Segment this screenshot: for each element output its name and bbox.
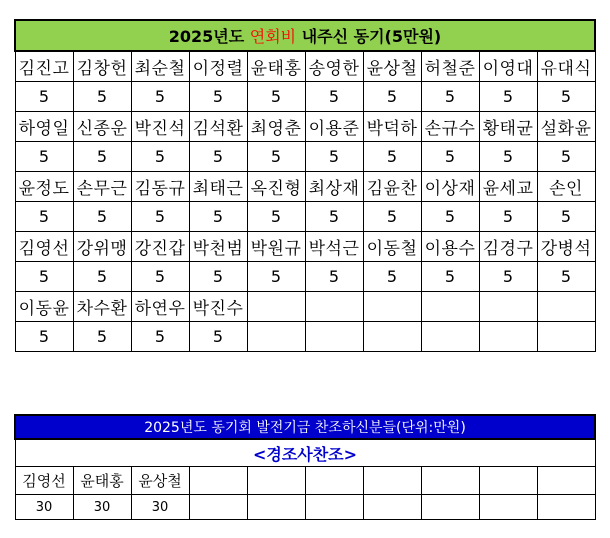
donation-amount-cell [537, 495, 595, 520]
amount-cell [305, 322, 363, 352]
amount-row [15, 82, 595, 112]
member-name-cell: 박천범 [189, 232, 247, 262]
member-name-cell: 옥진형 [247, 172, 305, 202]
title-highlight: 연회비 [249, 27, 297, 46]
amount-cell: 5 [537, 202, 595, 232]
member-name-cell: 박진석 [131, 112, 189, 142]
member-name-cell: 이용준 [305, 112, 363, 142]
donation-amount-cell [305, 495, 363, 520]
member-name-cell: 윤태홍 [247, 51, 305, 82]
donor-name-cell: 윤상철 [131, 467, 189, 495]
donation-table [14, 414, 596, 520]
member-name-cell: 차수환 [73, 292, 131, 322]
amount-cell: 5 [131, 262, 189, 292]
amount-row [15, 262, 595, 292]
donation-amount-cell: 30 [131, 495, 189, 520]
amount-cell: 5 [189, 202, 247, 232]
member-name-cell: 이용수 [421, 232, 479, 262]
member-name-cell [479, 292, 537, 322]
name-row [15, 232, 595, 262]
amount-cell: 5 [247, 142, 305, 172]
amount-cell [537, 322, 595, 352]
donation-amount-cell [421, 495, 479, 520]
amount-cell: 5 [73, 322, 131, 352]
member-name-cell: 김진고 [15, 51, 73, 82]
donor-name-cell [189, 467, 247, 495]
amount-cell: 5 [73, 142, 131, 172]
name-row [15, 467, 595, 495]
donation-amount-cell [247, 495, 305, 520]
member-name-cell: 김윤찬 [363, 172, 421, 202]
amount-cell: 5 [15, 262, 73, 292]
member-name-cell: 이영대 [479, 51, 537, 82]
donation-amount-cell [189, 495, 247, 520]
donor-name-cell [305, 467, 363, 495]
amount-cell: 5 [247, 82, 305, 112]
member-name-cell: 박석근 [305, 232, 363, 262]
donor-name-cell [247, 467, 305, 495]
donation-title: 2025년도 동기회 발전기금 찬조하신분들(단위:만원) [15, 415, 595, 439]
member-name-cell [363, 292, 421, 322]
member-name-cell: 김경구 [479, 232, 537, 262]
member-name-cell: 최영춘 [247, 112, 305, 142]
amount-cell: 5 [363, 82, 421, 112]
member-name-cell: 강병석 [537, 232, 595, 262]
amount-cell: 5 [479, 262, 537, 292]
annual-fee-table [14, 19, 596, 352]
member-name-cell: 손규수 [421, 112, 479, 142]
member-name-cell: 신종운 [73, 112, 131, 142]
amount-cell: 5 [131, 202, 189, 232]
member-name-cell: 박진수 [189, 292, 247, 322]
donation-amount-cell: 30 [15, 495, 73, 520]
member-name-cell: 김영선 [15, 232, 73, 262]
member-name-cell: 박덕하 [363, 112, 421, 142]
member-name-cell: 설화윤 [537, 112, 595, 142]
amount-cell: 5 [421, 142, 479, 172]
member-name-cell: 김창헌 [73, 51, 131, 82]
donor-name-cell [363, 467, 421, 495]
donor-name-cell [537, 467, 595, 495]
donor-name-cell: 윤태홍 [73, 467, 131, 495]
member-name-cell: 이상재 [421, 172, 479, 202]
amount-cell: 5 [73, 202, 131, 232]
name-row [15, 51, 595, 82]
amount-cell: 5 [131, 142, 189, 172]
amount-cell: 5 [15, 202, 73, 232]
amount-cell: 5 [247, 262, 305, 292]
amount-cell: 5 [73, 82, 131, 112]
member-name-cell: 황태균 [479, 112, 537, 142]
amount-row [15, 142, 595, 172]
member-name-cell: 이동윤 [15, 292, 73, 322]
member-name-cell [421, 292, 479, 322]
amount-cell [247, 322, 305, 352]
member-name-cell: 강진갑 [131, 232, 189, 262]
amount-cell [363, 322, 421, 352]
amount-cell: 5 [305, 202, 363, 232]
amount-row [15, 495, 595, 520]
amount-cell: 5 [479, 202, 537, 232]
amount-cell [479, 322, 537, 352]
member-name-cell [247, 292, 305, 322]
amount-cell: 5 [363, 202, 421, 232]
donation-amount-cell: 30 [73, 495, 131, 520]
name-row [15, 292, 595, 322]
amount-cell: 5 [421, 202, 479, 232]
amount-cell: 5 [363, 142, 421, 172]
amount-cell: 5 [479, 82, 537, 112]
member-name-cell: 최태근 [189, 172, 247, 202]
name-row [15, 112, 595, 142]
donation-amount-cell [479, 495, 537, 520]
member-name-cell: 윤세교 [479, 172, 537, 202]
member-name-cell: 손무근 [73, 172, 131, 202]
member-name-cell: 윤정도 [15, 172, 73, 202]
donor-name-cell [479, 467, 537, 495]
member-name-cell: 하연우 [131, 292, 189, 322]
member-name-cell: 박원규 [247, 232, 305, 262]
member-name-cell: 손인 [537, 172, 595, 202]
member-name-cell: 강위맹 [73, 232, 131, 262]
amount-cell: 5 [189, 82, 247, 112]
amount-cell: 5 [305, 262, 363, 292]
member-name-cell [305, 292, 363, 322]
member-name-cell: 유대식 [537, 51, 595, 82]
member-name-cell [537, 292, 595, 322]
member-name-cell: 송영한 [305, 51, 363, 82]
amount-cell: 5 [73, 262, 131, 292]
amount-cell: 5 [189, 262, 247, 292]
amount-cell: 5 [305, 82, 363, 112]
amount-cell: 5 [421, 262, 479, 292]
donor-name-cell: 김영선 [15, 467, 73, 495]
member-name-cell: 이동철 [363, 232, 421, 262]
amount-cell [421, 322, 479, 352]
title-suffix: 내주신 동기(5만원) [296, 27, 442, 46]
donation-amount-cell [363, 495, 421, 520]
member-name-cell: 김석환 [189, 112, 247, 142]
amount-cell: 5 [537, 142, 595, 172]
amount-cell: 5 [189, 142, 247, 172]
amount-row [15, 202, 595, 232]
amount-cell: 5 [15, 142, 73, 172]
member-name-cell: 김동규 [131, 172, 189, 202]
amount-cell: 5 [131, 82, 189, 112]
amount-cell: 5 [131, 322, 189, 352]
amount-cell: 5 [189, 322, 247, 352]
member-name-cell: 하영일 [15, 112, 73, 142]
annual-fee-title [15, 20, 595, 51]
member-name-cell: 허철준 [421, 51, 479, 82]
amount-cell: 5 [537, 82, 595, 112]
amount-cell: 5 [305, 142, 363, 172]
member-name-cell: 이정렬 [189, 51, 247, 82]
donation-subtitle: <경조사찬조> [15, 439, 595, 467]
amount-cell: 5 [247, 202, 305, 232]
amount-cell: 5 [363, 262, 421, 292]
donor-name-cell [421, 467, 479, 495]
member-name-cell: 최상재 [305, 172, 363, 202]
amount-cell: 5 [479, 142, 537, 172]
name-row [15, 172, 595, 202]
amount-cell: 5 [537, 262, 595, 292]
amount-row [15, 322, 595, 352]
amount-cell: 5 [15, 322, 73, 352]
title-prefix: 2025년도 [168, 27, 250, 46]
amount-cell: 5 [421, 82, 479, 112]
member-name-cell: 최순철 [131, 51, 189, 82]
member-name-cell: 윤상철 [363, 51, 421, 82]
amount-cell: 5 [15, 82, 73, 112]
